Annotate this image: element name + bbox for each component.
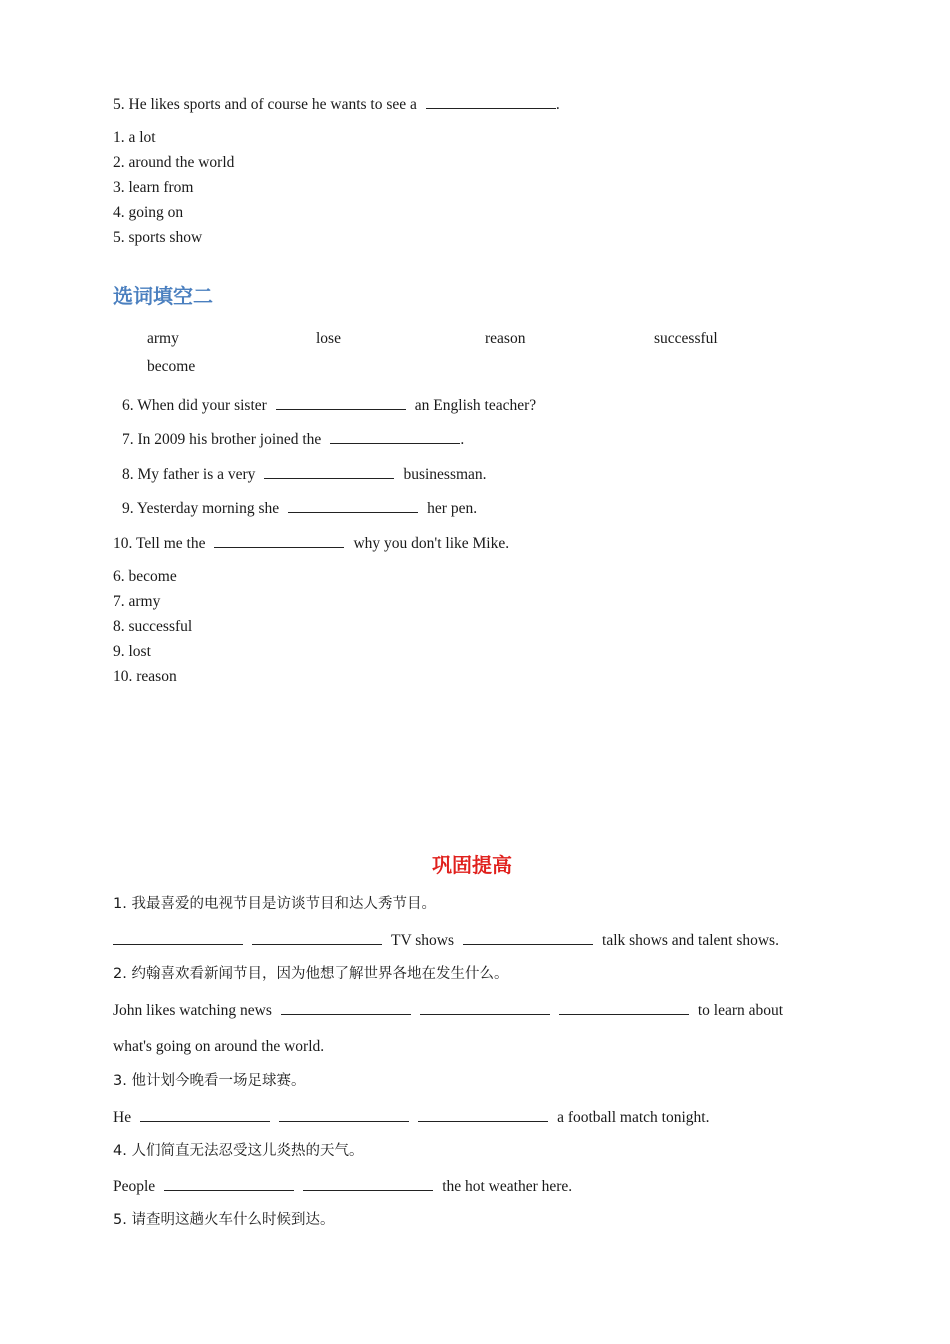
question-10: 10. Tell me the why you don't like Mike. (113, 535, 510, 552)
answer-item: 8. successful (113, 618, 193, 635)
wordbank-item: lose (316, 330, 341, 347)
answer-item: 9. lost (113, 643, 151, 660)
question-2-answer: John likes watching news to learn about (113, 1002, 784, 1019)
wordbank-item: become (147, 358, 196, 375)
question-1-chinese: 1. 我最喜爱的电视节目是访谈节目和达人秀节目。 (113, 896, 436, 912)
question-1-answer: TV shows talk shows and talent shows. (113, 930, 779, 951)
answer-blank[interactable] (288, 498, 418, 513)
question-6: 6. When did your sister an English teacher? (122, 397, 537, 414)
answer-blank[interactable] (281, 1000, 411, 1015)
answer-blank[interactable] (276, 395, 406, 410)
section-title: 巩固提高 (432, 853, 512, 877)
answer-item: 7. army (113, 593, 161, 610)
answer-blank[interactable] (164, 1176, 294, 1191)
answer-blank[interactable] (420, 1000, 550, 1015)
answer-blank[interactable] (264, 464, 394, 479)
answer-blank[interactable] (214, 533, 344, 548)
question-8: 8. My father is a very businessman. (122, 466, 487, 483)
answer-item: 1. a lot (113, 129, 156, 146)
question-5 (113, 94, 560, 115)
answer-blank[interactable] (330, 429, 460, 444)
answer-blank[interactable] (113, 930, 243, 945)
wordbank-item: successful (654, 330, 718, 347)
answer-item: 2. around the world (113, 154, 235, 171)
question-2-continued: what's going on around the world. (113, 1038, 325, 1055)
question-text: 5. He likes sports and of course he wants to see a (113, 96, 417, 113)
answer-blank[interactable] (418, 1107, 548, 1122)
section-title: 选词填空二 (113, 284, 213, 308)
answer-blank[interactable] (303, 1176, 433, 1191)
answer-blank[interactable] (426, 94, 556, 109)
answer-item: 5. sports show (113, 229, 203, 246)
answer-item: 3. learn from (113, 179, 194, 196)
question-9: 9. Yesterday morning she her pen. (122, 500, 478, 517)
wordbank-item: reason (485, 330, 526, 347)
question-3-answer: He a football match tonight. (113, 1109, 710, 1126)
question-3-chinese: 3. 他计划今晚看一场足球赛。 (113, 1073, 306, 1089)
answer-blank[interactable] (252, 930, 382, 945)
answer-blank[interactable] (463, 930, 593, 945)
question-4-chinese: 4. 人们简直无法忍受这儿炎热的天气。 (113, 1143, 364, 1159)
question-5-chinese: 5. 请查明这趟火车什么时候到达。 (113, 1212, 335, 1228)
answer-item: 4. going on (113, 204, 184, 221)
question-7: 7. In 2009 his brother joined the . (122, 431, 465, 448)
answer-blank[interactable] (559, 1000, 689, 1015)
answer-item: 6. become (113, 568, 177, 585)
question-text: . (555, 96, 560, 113)
question-2-chinese: 2. 约翰喜欢看新闻节目，因为他想了解世界各地在发生什么。 (113, 966, 509, 982)
answer-blank[interactable] (279, 1107, 409, 1122)
answer-item: 10. reason (113, 668, 177, 685)
answer-blank[interactable] (140, 1107, 270, 1122)
question-4-answer: People the hot weather here. (113, 1178, 573, 1195)
wordbank-item: army (147, 330, 179, 347)
